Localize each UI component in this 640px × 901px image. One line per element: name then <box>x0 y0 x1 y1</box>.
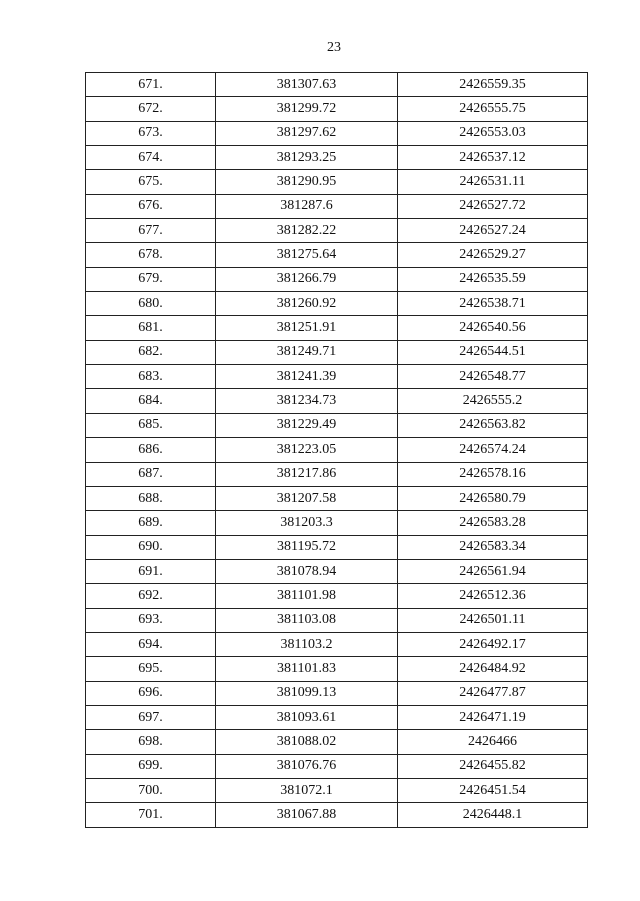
x-coordinate-cell: 381260.92 <box>216 292 398 316</box>
point-number-cell: 691. <box>86 559 216 583</box>
y-coordinate-cell: 2426455.82 <box>398 754 588 778</box>
point-number-cell: 685. <box>86 413 216 437</box>
table-row <box>86 340 588 364</box>
y-coordinate-cell: 2426583.28 <box>398 511 588 535</box>
x-coordinate-cell: 381297.62 <box>216 121 398 145</box>
point-number-cell: 676. <box>86 194 216 218</box>
point-number-cell: 690. <box>86 535 216 559</box>
x-coordinate-cell: 381282.22 <box>216 219 398 243</box>
y-coordinate-cell: 2426540.56 <box>398 316 588 340</box>
y-coordinate-cell: 2426559.35 <box>398 73 588 97</box>
y-coordinate-cell: 2426561.94 <box>398 559 588 583</box>
table-row <box>86 778 588 802</box>
x-coordinate-cell: 381207.58 <box>216 486 398 510</box>
table-row <box>86 803 588 827</box>
x-coordinate-cell: 381072.1 <box>216 778 398 802</box>
y-coordinate-cell: 2426538.71 <box>398 292 588 316</box>
point-number-cell: 681. <box>86 316 216 340</box>
point-number-cell: 683. <box>86 365 216 389</box>
x-coordinate-cell: 381275.64 <box>216 243 398 267</box>
x-coordinate-cell: 381203.3 <box>216 511 398 535</box>
y-coordinate-cell: 2426580.79 <box>398 486 588 510</box>
y-coordinate-cell: 2426535.59 <box>398 267 588 291</box>
point-number-cell: 689. <box>86 511 216 535</box>
table-row <box>86 267 588 291</box>
table-row <box>86 243 588 267</box>
y-coordinate-cell: 2426583.34 <box>398 535 588 559</box>
table-row <box>86 559 588 583</box>
table-row <box>86 535 588 559</box>
x-coordinate-cell: 381251.91 <box>216 316 398 340</box>
x-coordinate-cell: 381078.94 <box>216 559 398 583</box>
table-row <box>86 705 588 729</box>
y-coordinate-cell: 2426527.24 <box>398 219 588 243</box>
x-coordinate-cell: 381307.63 <box>216 73 398 97</box>
point-number-cell: 695. <box>86 657 216 681</box>
table-row <box>86 219 588 243</box>
point-number-cell: 687. <box>86 462 216 486</box>
x-coordinate-cell: 381195.72 <box>216 535 398 559</box>
y-coordinate-cell: 2426529.27 <box>398 243 588 267</box>
x-coordinate-cell: 381241.39 <box>216 365 398 389</box>
y-coordinate-cell: 2426466 <box>398 730 588 754</box>
point-number-cell: 686. <box>86 438 216 462</box>
point-number-cell: 696. <box>86 681 216 705</box>
table-row <box>86 681 588 705</box>
x-coordinate-cell: 381103.2 <box>216 632 398 656</box>
x-coordinate-cell: 381234.73 <box>216 389 398 413</box>
table-row <box>86 316 588 340</box>
y-coordinate-cell: 2426471.19 <box>398 705 588 729</box>
point-number-cell: 677. <box>86 219 216 243</box>
table-row <box>86 73 588 97</box>
x-coordinate-cell: 381249.71 <box>216 340 398 364</box>
table-row <box>86 511 588 535</box>
x-coordinate-cell: 381093.61 <box>216 705 398 729</box>
x-coordinate-cell: 381099.13 <box>216 681 398 705</box>
table-row <box>86 365 588 389</box>
point-number-cell: 700. <box>86 778 216 802</box>
y-coordinate-cell: 2426492.17 <box>398 632 588 656</box>
point-number-cell: 698. <box>86 730 216 754</box>
y-coordinate-cell: 2426574.24 <box>398 438 588 462</box>
point-number-cell: 675. <box>86 170 216 194</box>
y-coordinate-cell: 2426578.16 <box>398 462 588 486</box>
point-number-cell: 678. <box>86 243 216 267</box>
point-number-cell: 673. <box>86 121 216 145</box>
point-number-cell: 693. <box>86 608 216 632</box>
table-row <box>86 389 588 413</box>
y-coordinate-cell: 2426477.87 <box>398 681 588 705</box>
y-coordinate-cell: 2426448.1 <box>398 803 588 827</box>
point-number-cell: 701. <box>86 803 216 827</box>
table-row <box>86 486 588 510</box>
table-body <box>86 73 588 828</box>
point-number-cell: 674. <box>86 146 216 170</box>
table-row <box>86 121 588 145</box>
point-number-cell: 684. <box>86 389 216 413</box>
point-number-cell: 699. <box>86 754 216 778</box>
table-row <box>86 608 588 632</box>
table-row <box>86 292 588 316</box>
y-coordinate-cell: 2426548.77 <box>398 365 588 389</box>
y-coordinate-cell: 2426512.36 <box>398 584 588 608</box>
coordinates-table <box>85 72 588 828</box>
x-coordinate-cell: 381088.02 <box>216 730 398 754</box>
x-coordinate-cell: 381101.83 <box>216 657 398 681</box>
y-coordinate-cell: 2426527.72 <box>398 194 588 218</box>
table-row <box>86 730 588 754</box>
x-coordinate-cell: 381299.72 <box>216 97 398 121</box>
x-coordinate-cell: 381229.49 <box>216 413 398 437</box>
point-number-cell: 692. <box>86 584 216 608</box>
table-row <box>86 438 588 462</box>
x-coordinate-cell: 381076.76 <box>216 754 398 778</box>
x-coordinate-cell: 381101.98 <box>216 584 398 608</box>
y-coordinate-cell: 2426531.11 <box>398 170 588 194</box>
table-row <box>86 97 588 121</box>
y-coordinate-cell: 2426484.92 <box>398 657 588 681</box>
point-number-cell: 682. <box>86 340 216 364</box>
table-row <box>86 462 588 486</box>
y-coordinate-cell: 2426555.75 <box>398 97 588 121</box>
y-coordinate-cell: 2426537.12 <box>398 146 588 170</box>
y-coordinate-cell: 2426555.2 <box>398 389 588 413</box>
x-coordinate-cell: 381290.95 <box>216 170 398 194</box>
table-row <box>86 754 588 778</box>
y-coordinate-cell: 2426553.03 <box>398 121 588 145</box>
x-coordinate-cell: 381103.08 <box>216 608 398 632</box>
table-row <box>86 413 588 437</box>
point-number-cell: 679. <box>86 267 216 291</box>
point-number-cell: 680. <box>86 292 216 316</box>
point-number-cell: 672. <box>86 97 216 121</box>
y-coordinate-cell: 2426451.54 <box>398 778 588 802</box>
point-number-cell: 688. <box>86 486 216 510</box>
x-coordinate-cell: 381217.86 <box>216 462 398 486</box>
point-number-cell: 697. <box>86 705 216 729</box>
x-coordinate-cell: 381287.6 <box>216 194 398 218</box>
table-row <box>86 632 588 656</box>
table-row <box>86 657 588 681</box>
table-row <box>86 584 588 608</box>
point-number-cell: 694. <box>86 632 216 656</box>
x-coordinate-cell: 381293.25 <box>216 146 398 170</box>
table-row <box>86 170 588 194</box>
x-coordinate-cell: 381067.88 <box>216 803 398 827</box>
y-coordinate-cell: 2426544.51 <box>398 340 588 364</box>
y-coordinate-cell: 2426501.11 <box>398 608 588 632</box>
y-coordinate-cell: 2426563.82 <box>398 413 588 437</box>
x-coordinate-cell: 381266.79 <box>216 267 398 291</box>
page-number: 23 <box>327 40 341 55</box>
table-row <box>86 146 588 170</box>
point-number-cell: 671. <box>86 73 216 97</box>
x-coordinate-cell: 381223.05 <box>216 438 398 462</box>
table-row <box>86 194 588 218</box>
